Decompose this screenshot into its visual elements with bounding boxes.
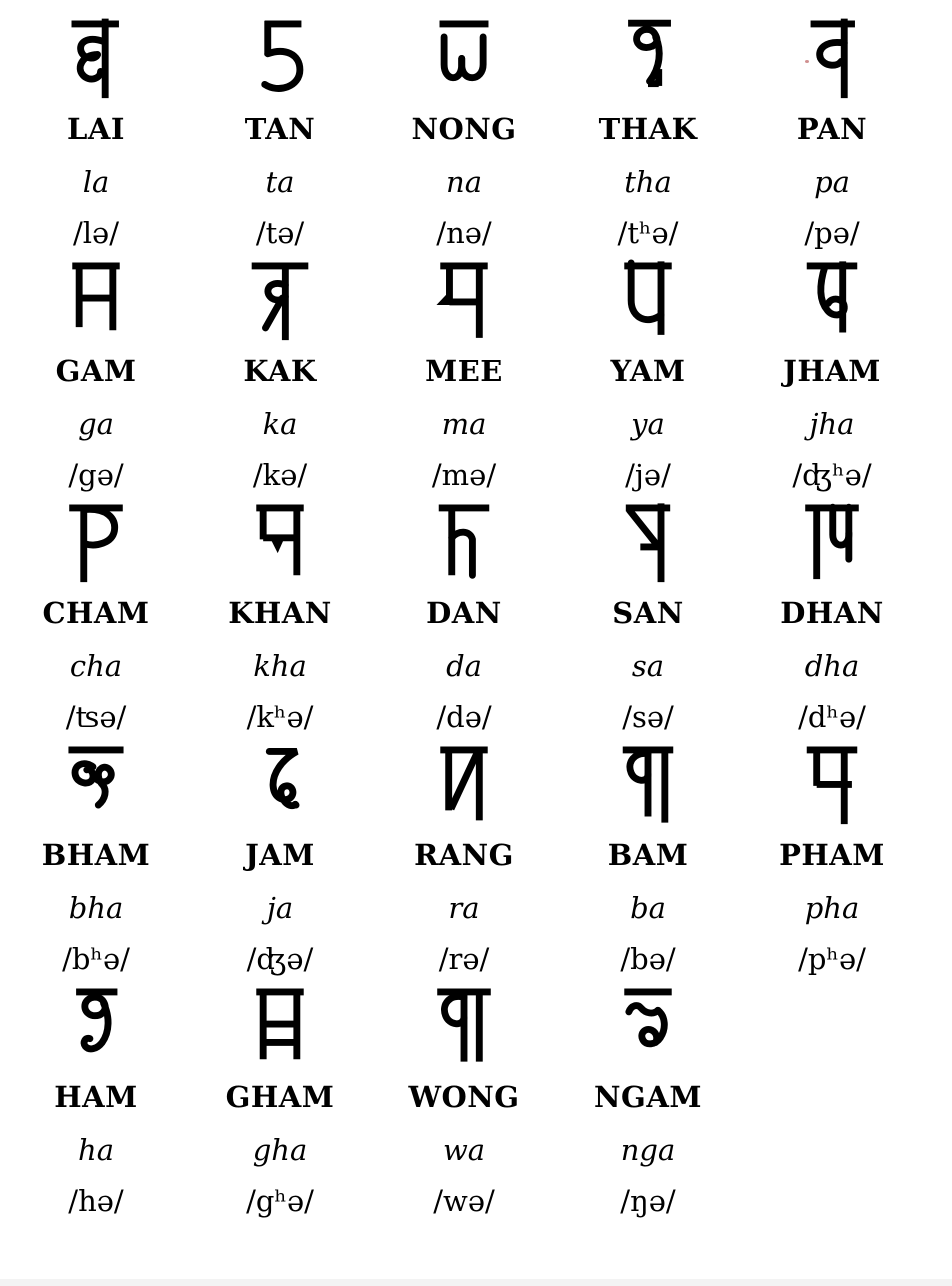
page-bottom-strip [0,1279,952,1286]
letter-transliteration: ha [78,1133,114,1167]
letter-ipa: /sə/ [622,700,674,734]
letter-name: BAM [607,838,689,872]
letter-name: BHAM [41,838,151,872]
lai-letter-glyph-icon [54,14,138,102]
letter-cell [556,256,740,498]
letter-cell [740,14,924,256]
letter-ipa: /kə/ [252,458,308,492]
letter-transliteration: cha [69,649,123,683]
yam-letter-glyph-icon [606,256,690,344]
letter-ipa: /gʰə/ [246,1184,314,1218]
jam-letter-glyph-icon [238,740,322,828]
letter-cell [556,498,740,740]
letter-cell [556,982,740,1224]
letter-cell [556,14,740,256]
letter-transliteration: gha [252,1133,308,1167]
letter-transliteration: ka [262,407,298,441]
letter-cell [188,256,372,498]
letter-cell [740,256,924,498]
scan-artifact-dot [805,60,809,63]
letter-transliteration: kha [253,649,307,683]
letter-transliteration: bha [68,891,124,925]
letter-name: RANG [414,838,514,872]
letter-transliteration: jha [809,407,855,441]
letter-ipa: /mə/ [431,458,497,492]
letter-cell [4,740,188,982]
letter-cell [4,256,188,498]
letter-cell [372,740,556,982]
tan-letter-glyph-icon [238,14,322,102]
letter-cell [372,498,556,740]
letter-cell [4,982,188,1224]
letter-transliteration: pha [804,891,860,925]
letter-transliteration: ra [448,891,480,925]
letter-ipa: /dʰə/ [798,700,866,734]
letter-ipa: /hə/ [68,1184,124,1218]
cham-letter-glyph-icon [54,498,138,586]
nong-letter-glyph-icon [422,14,506,102]
letter-ipa: /ʤʰə/ [792,458,872,492]
letter-ipa: /nə/ [436,216,492,250]
letter-ipa: /rə/ [438,942,490,976]
letter-cell [556,740,740,982]
letter-transliteration: ya [631,407,665,441]
letter-cell [188,14,372,256]
letter-transliteration: ma [441,407,487,441]
letter-cell [372,256,556,498]
san-letter-glyph-icon [606,498,690,586]
letter-name: TAN [244,112,316,146]
ngam-letter-glyph-icon [606,982,690,1070]
thak-letter-glyph-icon [606,14,690,102]
letter-transliteration: nga [620,1133,676,1167]
letter-ipa: /gə/ [68,458,124,492]
letter-name: NGAM [594,1080,702,1114]
letter-transliteration: pa [814,165,850,199]
khan-letter-glyph-icon [238,498,322,586]
gam-letter-glyph-icon [54,256,138,344]
letter-name: LAI [67,112,125,146]
letter-ipa: /ʤə/ [246,942,314,976]
letter-name: MEE [425,354,503,388]
letter-transliteration: ja [266,891,294,925]
letter-cell [4,498,188,740]
bam-letter-glyph-icon [606,740,690,828]
letter-name: KHAN [228,596,332,630]
letter-ipa: /də/ [436,700,492,734]
dhan-letter-glyph-icon [790,498,874,586]
letter-transliteration: na [446,165,482,199]
letter-name: KAK [243,354,317,388]
letter-name: JAM [245,838,315,872]
empty-cell [740,982,924,1224]
dan-letter-glyph-icon [422,498,506,586]
letter-name: NONG [411,112,517,146]
letter-transliteration: sa [631,649,665,683]
letter-transliteration: dha [804,649,860,683]
letter-cell [4,14,188,256]
letter-ipa: /kʰə/ [246,700,314,734]
letter-transliteration: ga [78,407,114,441]
wong-letter-glyph-icon [422,982,506,1070]
letter-cell [372,982,556,1224]
letter-cell [740,498,924,740]
letter-name: CHAM [42,596,150,630]
pham-letter-glyph-icon [790,740,874,828]
letter-ipa: /bə/ [620,942,676,976]
letter-ipa: /pə/ [804,216,860,250]
ham-letter-glyph-icon [54,982,138,1070]
letter-name: GAM [55,354,137,388]
letter-ipa: /ŋə/ [620,1184,676,1218]
gham-letter-glyph-icon [238,982,322,1070]
letter-transliteration: la [82,165,110,199]
letter-cell [188,498,372,740]
letter-ipa: /tʰə/ [617,216,679,250]
letter-transliteration: ba [630,891,666,925]
letter-name: WONG [408,1080,520,1114]
letter-transliteration: ta [265,165,295,199]
rang-letter-glyph-icon [422,740,506,828]
letter-name: GHAM [225,1080,335,1114]
kak-letter-glyph-icon [238,256,322,344]
letter-name: THAK [598,112,698,146]
letter-transliteration: wa [442,1133,486,1167]
letter-name: PAN [796,112,868,146]
letter-name: HAM [54,1080,138,1114]
letter-transliteration: da [446,649,482,683]
letter-name: DAN [426,596,502,630]
letter-name: SAN [612,596,684,630]
letter-name: DHAN [780,596,884,630]
letter-cell [188,982,372,1224]
letter-cell [188,740,372,982]
letter-ipa: /jə/ [625,458,671,492]
letter-name: PHAM [779,838,885,872]
letter-ipa: /pʰə/ [798,942,866,976]
mee-letter-glyph-icon [422,256,506,344]
letter-ipa: /bʰə/ [62,942,130,976]
letter-name: YAM [610,354,686,388]
letter-ipa: /lə/ [73,216,119,250]
letter-transliteration: tha [624,165,672,199]
letter-cell [372,14,556,256]
letter-name: JHAM [783,354,881,388]
letter-ipa: /tə/ [255,216,305,250]
jham-letter-glyph-icon [790,256,874,344]
pan-letter-glyph-icon [790,14,874,102]
letter-ipa: /wə/ [433,1184,495,1218]
letter-ipa: /ʦə/ [65,700,127,734]
letter-cell [740,740,924,982]
bham-letter-glyph-icon [54,740,138,828]
